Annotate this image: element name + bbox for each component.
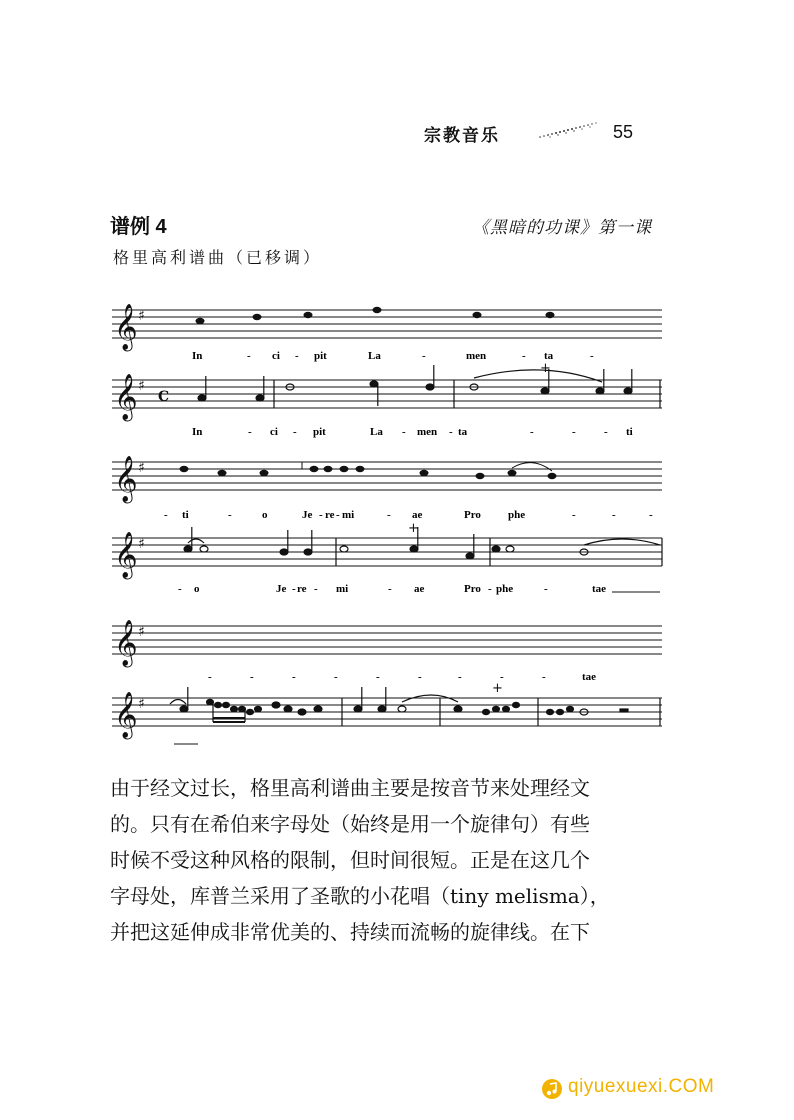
lyric: - xyxy=(422,350,426,362)
ornament-icon xyxy=(536,118,602,140)
lyrics-system-4 xyxy=(178,583,660,595)
lyric-syllable: ti xyxy=(626,426,633,438)
lyric-syllable: - xyxy=(334,671,338,683)
lyric-syllable: - xyxy=(402,426,406,438)
lyric-syllable: - xyxy=(164,509,168,521)
lyric-syllable: mi xyxy=(336,583,349,595)
music-note-icon xyxy=(541,1078,563,1100)
lyric-syllable: - xyxy=(488,583,492,595)
lyric-syllable: - xyxy=(208,671,212,683)
lyric: ta xyxy=(544,350,554,362)
svg-text:+: + xyxy=(540,361,551,376)
lyric: ci xyxy=(272,350,280,362)
lyric-syllable: - xyxy=(458,671,462,683)
lyric-syllable: In xyxy=(192,426,203,438)
lyric-syllable: Pro xyxy=(464,509,481,521)
lyric-syllable: mi xyxy=(342,509,355,521)
body-line: 时候不受这种风格的限制，但时间很短。正是在这几个 xyxy=(110,848,590,872)
lyric-syllable: - xyxy=(250,671,254,683)
lyric-syllable: tae xyxy=(592,583,607,595)
lyrics-system-5 xyxy=(208,671,596,683)
body-line: 并把这延伸成非常优美的、持续而流畅的旋律线。在下 xyxy=(110,920,590,944)
lyric-syllable: - xyxy=(544,583,548,595)
lyric-syllable: ae xyxy=(412,509,423,521)
lyric-syllable: - xyxy=(248,426,252,438)
lyric-syllable: - xyxy=(542,671,546,683)
lyric-syllable: - xyxy=(530,426,534,438)
lyric-syllable: - xyxy=(319,509,323,521)
lyric-syllable: re xyxy=(325,509,335,521)
body-line: 字母处，库普兰采用了圣歌的小花唱（tiny melisma）， xyxy=(110,884,610,908)
svg-text:+: + xyxy=(492,681,503,696)
lyric-syllable: men xyxy=(417,426,438,438)
lyrics-system-1 xyxy=(192,350,594,362)
lyric-syllable: - xyxy=(228,509,232,521)
svg-text:+: + xyxy=(408,521,419,536)
example-source: 《黑暗的功课》第一课 xyxy=(472,218,652,238)
lyric-syllable: - xyxy=(418,671,422,683)
lyric: La xyxy=(368,350,381,362)
staff-system-6 xyxy=(112,681,662,744)
lyric: - xyxy=(590,350,594,362)
lyric-syllable: - xyxy=(604,426,608,438)
lyric-syllable: - xyxy=(293,426,297,438)
lyric-syllable: - xyxy=(612,509,616,521)
lyrics-system-3 xyxy=(164,509,653,521)
staff-system-3 xyxy=(112,456,662,504)
lyric: In xyxy=(192,350,203,362)
staff-system-2 xyxy=(112,361,662,422)
lyric: - xyxy=(247,350,251,362)
lyric-syllable: phe xyxy=(508,509,526,521)
lyric-syllable: - xyxy=(387,509,391,521)
example-subtitle: 格里高利谱曲（已移调） xyxy=(113,248,323,267)
lyric-syllable: re xyxy=(297,583,307,595)
watermark-text: qiyuexuexi.COM xyxy=(568,1076,715,1097)
lyric-syllable: - xyxy=(572,426,576,438)
running-title: 宗教音乐 xyxy=(424,126,500,145)
lyric-syllable: Je xyxy=(302,509,313,521)
lyric: men xyxy=(466,350,487,362)
lyric-syllable: ae xyxy=(414,583,425,595)
lyric-syllable: - xyxy=(388,583,392,595)
lyric-syllable: - xyxy=(449,426,453,438)
svg-text:C: C xyxy=(158,389,170,405)
lyric: - xyxy=(295,350,299,362)
lyric-syllable: - xyxy=(314,583,318,595)
lyric-syllable: phe xyxy=(496,583,514,595)
lyric-syllable: - xyxy=(178,583,182,595)
music-score: ♯ In - ci - pit La - men - ta - C + In - ci - pit La - men - ta - - - ti - ti - o Je - re - mi - ae Pro phe - - - + - o Je - re - mi - ae Pro - phe - tae - - - - - - - - - tae + xyxy=(112,296,672,756)
body-paragraph xyxy=(110,770,670,950)
lyric-syllable: - xyxy=(292,583,296,595)
lyric-syllable: - xyxy=(649,509,653,521)
lyric-syllable: ta xyxy=(458,426,468,438)
lyric-syllable: o xyxy=(194,583,200,595)
staff-system-4 xyxy=(112,521,662,580)
page-number: 55 xyxy=(613,122,634,142)
body-line: 由于经文过长，格里高利谱曲主要是按音节来处理经文 xyxy=(110,776,590,800)
lyric-syllable: ci xyxy=(270,426,278,438)
lyric-syllable: tae xyxy=(582,671,597,683)
lyric-syllable: Je xyxy=(276,583,287,595)
example-label: 谱例 4 xyxy=(110,216,167,238)
body-line: 的。只有在希伯来字母处（始终是用一个旋律句）有些 xyxy=(110,812,590,836)
lyric-syllable: - xyxy=(292,671,296,683)
lyric-syllable: - xyxy=(572,509,576,521)
lyric-syllable: - xyxy=(500,671,504,683)
lyric-syllable: o xyxy=(262,509,268,521)
lyric-syllable: La xyxy=(370,426,383,438)
lyric-syllable: pit xyxy=(313,426,326,438)
lyrics-system-2 xyxy=(192,426,633,438)
lyric-syllable: - xyxy=(376,671,380,683)
lyric: pit xyxy=(314,350,327,362)
lyric-syllable: ti xyxy=(182,509,189,521)
staff-system-5 xyxy=(112,620,662,668)
lyric-syllable: Pro xyxy=(464,583,481,595)
lyric: - xyxy=(522,350,526,362)
staff-system-1 xyxy=(112,304,662,352)
lyric-syllable: - xyxy=(336,509,340,521)
